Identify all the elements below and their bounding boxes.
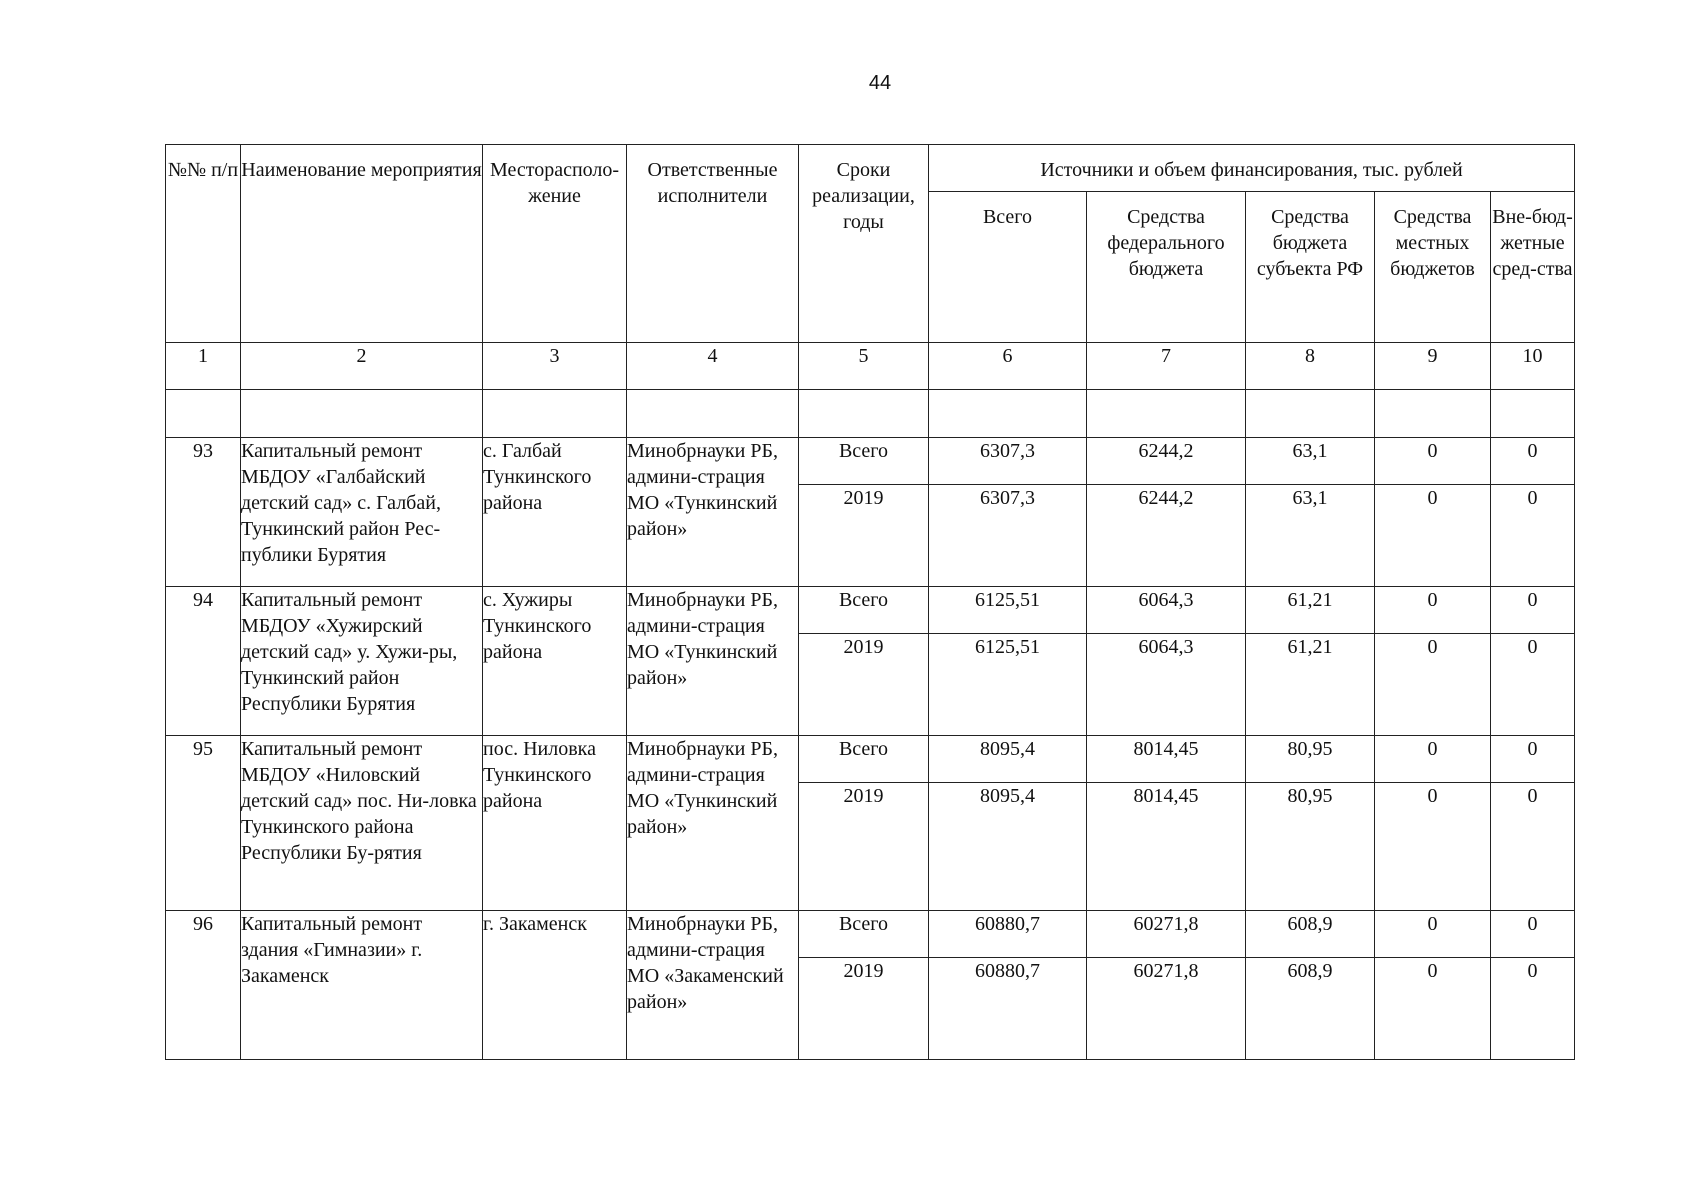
- header-regional: Средства бюджета субъекта РФ: [1246, 192, 1375, 343]
- table-row: [166, 736, 1575, 783]
- row-total: 6307,3: [929, 438, 1087, 485]
- row-total: 6125,51: [929, 634, 1087, 736]
- empty-cell: [627, 390, 799, 438]
- row-regional: 63,1: [1246, 485, 1375, 587]
- row-local: 0: [1375, 958, 1491, 1060]
- column-number: 2: [241, 343, 483, 390]
- row-location: г. Закаменск: [483, 911, 627, 1060]
- row-regional: 608,9: [1246, 958, 1375, 1060]
- header-period: Сроки реализации, годы: [799, 145, 929, 343]
- row-extra: 0: [1491, 736, 1575, 783]
- row-total: 8095,4: [929, 736, 1087, 783]
- row-total: 8095,4: [929, 783, 1087, 911]
- row-local: 0: [1375, 587, 1491, 634]
- row-federal: 60271,8: [1087, 958, 1246, 1060]
- table-row: [166, 911, 1575, 958]
- column-number: 1: [166, 343, 241, 390]
- row-location: с. Галбай Тункинского района: [483, 438, 627, 587]
- row-period: Всего: [799, 911, 929, 958]
- row-regional: 80,95: [1246, 736, 1375, 783]
- row-local: 0: [1375, 634, 1491, 736]
- row-regional: 80,95: [1246, 783, 1375, 911]
- empty-cell: [799, 390, 929, 438]
- header-extrabudget: Вне-бюд-жетные сред-ства: [1491, 192, 1575, 343]
- empty-cell: [1375, 390, 1491, 438]
- row-total: 60880,7: [929, 911, 1087, 958]
- row-federal: 6064,3: [1087, 587, 1246, 634]
- row-location: с. Хужиры Тункинского района: [483, 587, 627, 736]
- empty-cell: [929, 390, 1087, 438]
- table-row: [166, 438, 1575, 485]
- row-name: Капитальный ремонт МБДОУ «Хужирский детский сад» у. Хужи-ры, Тункинский район Республики Бурятия: [241, 587, 483, 736]
- row-federal: 8014,45: [1087, 736, 1246, 783]
- row-federal: 6064,3: [1087, 634, 1246, 736]
- row-regional: 61,21: [1246, 587, 1375, 634]
- header-number: №№ п/п: [166, 145, 241, 343]
- row-extra: 0: [1491, 783, 1575, 911]
- row-period: 2019: [799, 783, 929, 911]
- financing-table: [165, 144, 1575, 1060]
- header-location: [483, 145, 627, 343]
- empty-row: [166, 390, 1575, 438]
- row-number: 93: [166, 438, 241, 587]
- empty-cell: [241, 390, 483, 438]
- row-number: 96: [166, 911, 241, 1060]
- column-number: 9: [1375, 343, 1491, 390]
- row-total: 6307,3: [929, 485, 1087, 587]
- row-responsible: Минобрнауки РБ, админи-страция МО «Тункинский район»: [627, 587, 799, 736]
- header-local: Средства местных бюджетов: [1375, 192, 1491, 343]
- row-federal: 6244,2: [1087, 438, 1246, 485]
- row-name: Капитальный ремонт МБДОУ «Ниловский детский сад» пос. Ни-ловка Тункинского района Республики Бу-рятия: [241, 736, 483, 911]
- empty-cell: [1087, 390, 1246, 438]
- row-number: 94: [166, 587, 241, 736]
- empty-cell: [1246, 390, 1375, 438]
- row-local: 0: [1375, 736, 1491, 783]
- row-name: Капитальный ремонт здания «Гимназии» г. Закаменск: [241, 911, 483, 1060]
- empty-cell: [1491, 390, 1575, 438]
- column-number: 7: [1087, 343, 1246, 390]
- header-total: Всего: [929, 192, 1087, 343]
- row-extra: 0: [1491, 634, 1575, 736]
- row-federal: 60271,8: [1087, 911, 1246, 958]
- row-responsible: Минобрнауки РБ, админи-страция МО «Тункинский район»: [627, 438, 799, 587]
- header-responsible: Ответственные исполнители: [627, 145, 799, 343]
- row-federal: 6244,2: [1087, 485, 1246, 587]
- header-name: Наименование мероприятия: [241, 145, 483, 343]
- column-number: 10: [1491, 343, 1575, 390]
- row-local: 0: [1375, 438, 1491, 485]
- row-total: 60880,7: [929, 958, 1087, 1060]
- page-number: 44: [868, 72, 892, 94]
- column-number: 3: [483, 343, 627, 390]
- row-period: Всего: [799, 587, 929, 634]
- header-row: [166, 145, 1575, 192]
- row-location: пос. Ниловка Тункинского района: [483, 736, 627, 911]
- row-federal: 8014,45: [1087, 783, 1246, 911]
- row-extra: 0: [1491, 485, 1575, 587]
- row-period: Всего: [799, 438, 929, 485]
- row-local: 0: [1375, 485, 1491, 587]
- row-responsible: Минобрнауки РБ, админи-страция МО «Тункинский район»: [627, 736, 799, 911]
- row-period: Всего: [799, 736, 929, 783]
- header-federal: Средства федерального бюджета: [1087, 192, 1246, 343]
- row-extra: 0: [1491, 911, 1575, 958]
- table-row: [166, 587, 1575, 634]
- row-period: 2019: [799, 485, 929, 587]
- header-funding: Источники и объем финансирования, тыс. рублей: [929, 145, 1575, 192]
- column-number: 8: [1246, 343, 1375, 390]
- column-number: 6: [929, 343, 1087, 390]
- row-regional: 608,9: [1246, 911, 1375, 958]
- row-number: 95: [166, 736, 241, 911]
- row-local: 0: [1375, 783, 1491, 911]
- empty-cell: [166, 390, 241, 438]
- row-period: 2019: [799, 634, 929, 736]
- row-local: 0: [1375, 911, 1491, 958]
- row-regional: 63,1: [1246, 438, 1375, 485]
- row-total: 6125,51: [929, 587, 1087, 634]
- header-location-part2: жение: [528, 185, 581, 207]
- row-regional: 61,21: [1246, 634, 1375, 736]
- empty-cell: [483, 390, 627, 438]
- row-extra: 0: [1491, 587, 1575, 634]
- column-number: 4: [627, 343, 799, 390]
- row-extra: 0: [1491, 438, 1575, 485]
- row-name: Капитальный ремонт МБДОУ «Галбайский детский сад» с. Галбай, Тункинский район Рес-публики Бурятия: [241, 438, 483, 587]
- column-number: 5: [799, 343, 929, 390]
- header-location-part1: Месторасполо-: [489, 159, 620, 181]
- row-responsible: Минобрнауки РБ, админи-страция МО «Закаменский район»: [627, 911, 799, 1060]
- row-period: 2019: [799, 958, 929, 1060]
- row-extra: 0: [1491, 958, 1575, 1060]
- column-number-row: [166, 343, 1575, 390]
